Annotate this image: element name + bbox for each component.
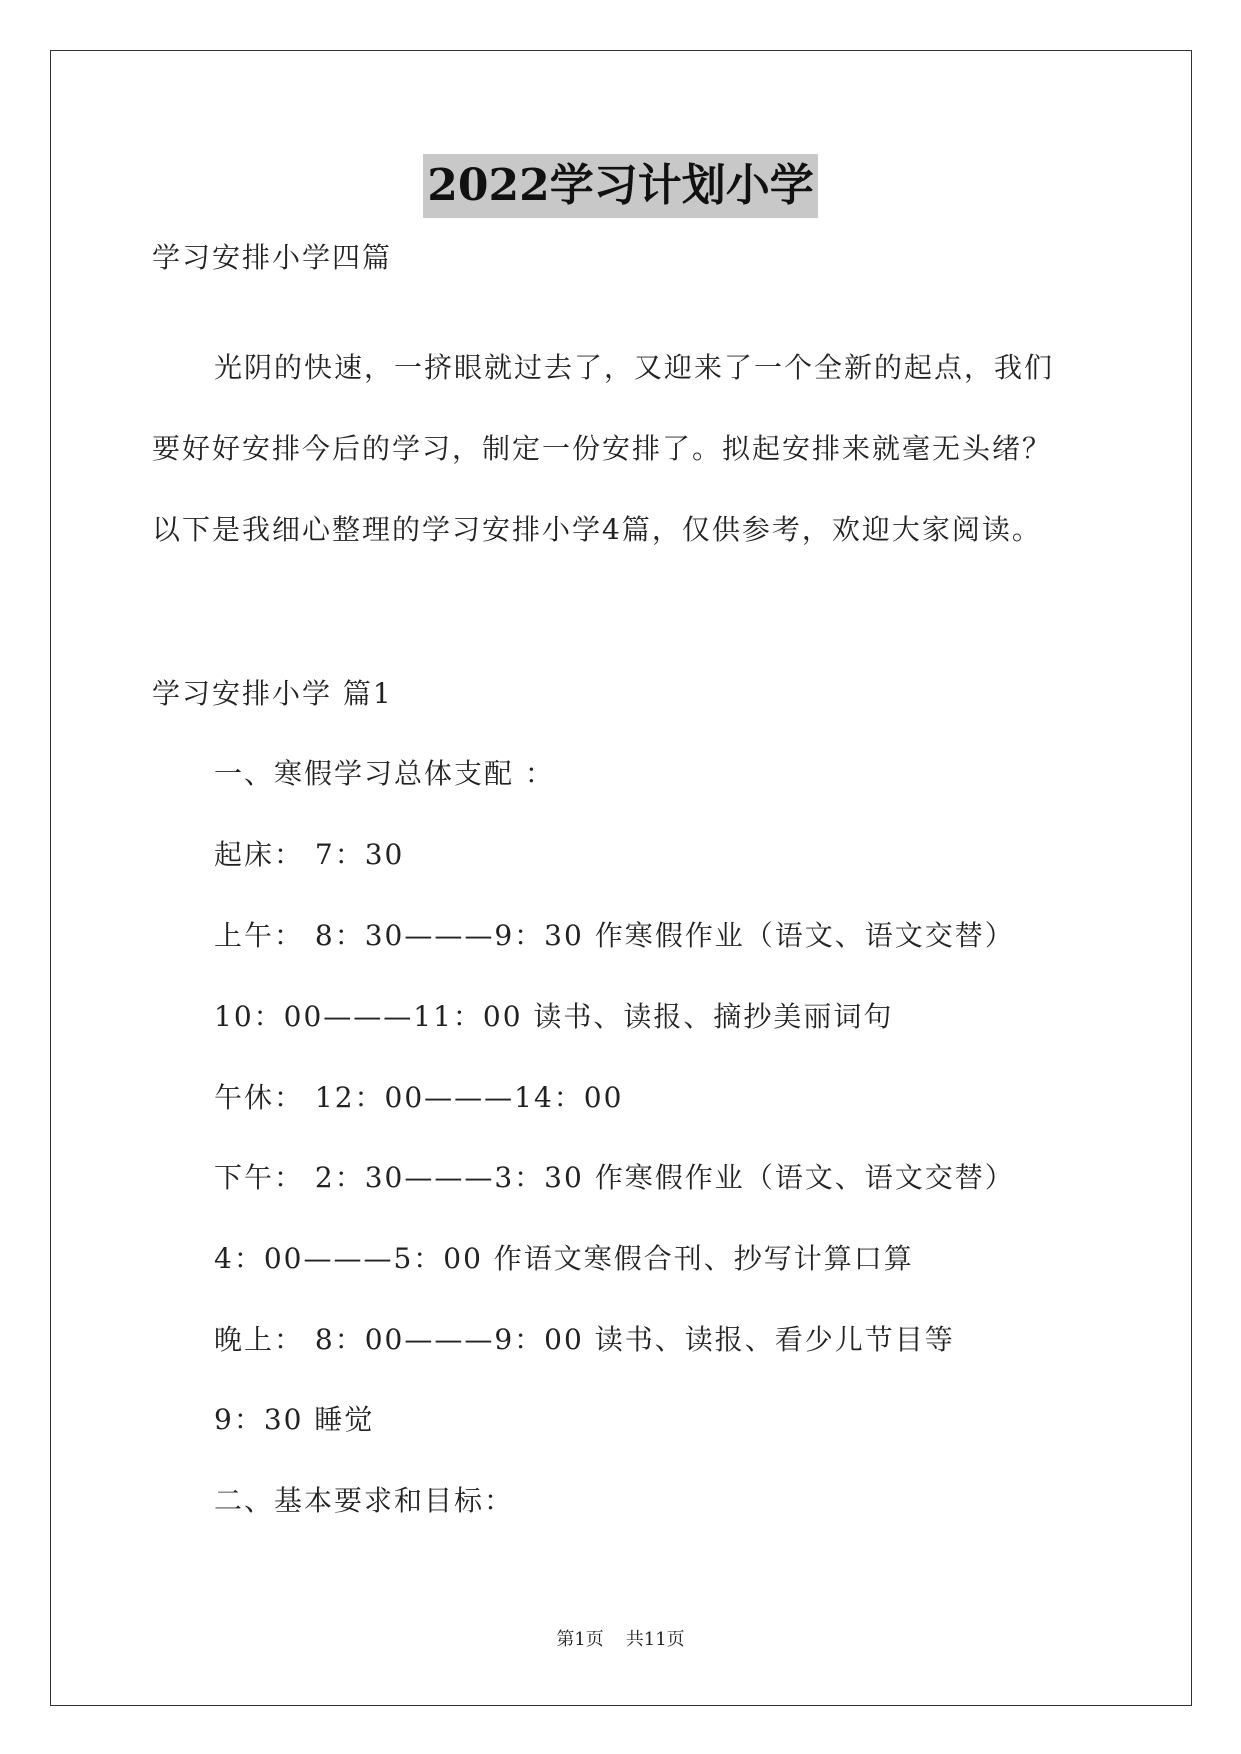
page-frame [50,50,1192,1706]
schedule-item: 二、基本要求和目标： [214,1484,515,1517]
intro-line-3: 以下是我细心整理的学习安排小学4篇，仅供参考，欢迎大家阅读。 [152,513,1042,546]
section-title: 学习安排小学 篇1 [152,677,393,710]
schedule-item: 一、寒假学习总体支配 ： [214,757,555,790]
intro-line-2: 要好好安排今后的学习，制定一份安排了。拟起安排来就毫无头绪？ [152,432,1053,465]
schedule-item: 4：00———5：00 作语文寒假合刊、抄写计算口算 [214,1242,914,1275]
schedule-item: 晚上： 8：00———9：00 读书、读报、看少儿节目等 [214,1323,955,1356]
intro-line-1: 光阴的快速，一挤眼就过去了，又迎来了一个全新的起点，我们 [214,351,1055,384]
page-number: 第1页 [556,1629,604,1650]
schedule-item: 10：00———11：00 读书、读报、摘抄美丽词句 [214,1000,894,1033]
schedule-item: 上午： 8：30———9：30 作寒假作业（语文、语文交替） [214,919,1015,952]
document-heading: 学习安排小学四篇 [152,241,393,274]
schedule-item: 下午： 2：30———3：30 作寒假作业（语文、语文交替） [214,1161,1015,1194]
page-total: 共11页 [625,1629,685,1650]
document-title: 2022学习计划小学 [423,154,817,218]
page-footer [0,1628,1241,1652]
schedule-item: 9：30 睡觉 [214,1403,375,1436]
title-container [0,154,1241,218]
schedule-item: 午休： 12：00———14：00 [214,1081,624,1114]
schedule-item: 起床： 7：30 [214,838,405,871]
